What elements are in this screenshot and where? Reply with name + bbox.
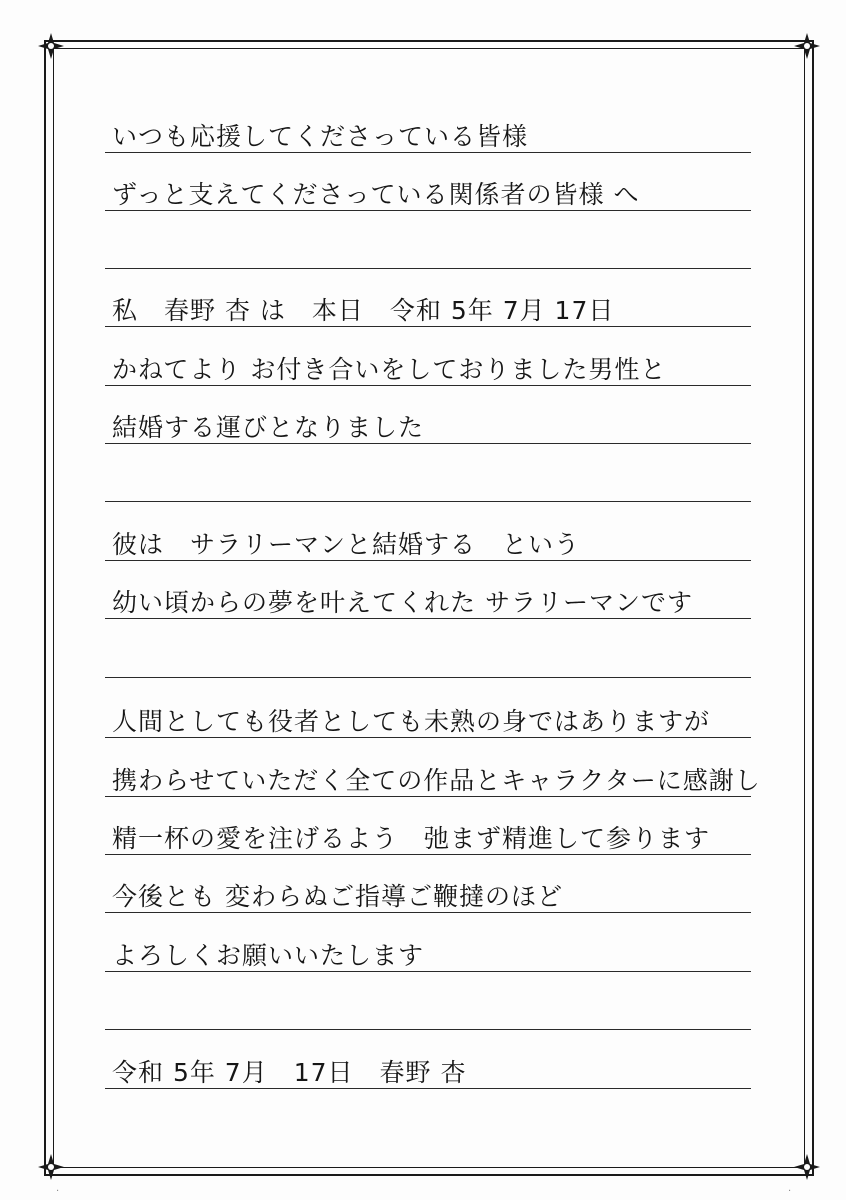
letter-line-11: 人間としても役者としても未熟の身ではありますが <box>112 707 711 736</box>
ruled-line <box>105 677 751 678</box>
ruled-line <box>105 268 751 269</box>
ruled-line <box>105 1088 751 1089</box>
ruled-line <box>105 326 751 327</box>
letter-line-1: いつも応援してくださっている皆様 <box>112 122 529 151</box>
ruled-line <box>105 560 751 561</box>
letter-line-12: 携わらせていただく全ての作品とキャラクターに感謝し <box>112 766 761 795</box>
letter-line-15: よろしくお願いいたします <box>112 941 425 970</box>
ruled-line <box>105 501 751 502</box>
ruled-line <box>105 443 751 444</box>
ruled-line <box>105 1029 751 1030</box>
ruled-line <box>105 618 751 619</box>
ruled-line <box>105 971 751 972</box>
ruled-line <box>105 796 751 797</box>
letter-line-5: かねてより お付き合いをしておりました男性と <box>112 355 667 384</box>
edge-tick-mark: · <box>56 1186 60 1197</box>
corner-ornament-top-right <box>792 31 822 61</box>
letter-line-2: ずっと支えてくださっている関係者の皆様 へ <box>112 180 640 209</box>
edge-tick-mark: · <box>788 1186 792 1197</box>
ruled-line <box>105 385 751 386</box>
letter-signature-line: 令和 5年 7月 17日 春野 杏 <box>112 1058 467 1087</box>
letter-line-6: 結婚する運びとなりました <box>112 413 425 442</box>
ruled-line <box>105 210 751 211</box>
letter-line-8: 彼は サラリーマンと結婚する という <box>112 530 581 559</box>
corner-ornament-top-left <box>36 31 66 61</box>
ruled-line <box>105 152 751 153</box>
ruled-line <box>105 737 751 738</box>
corner-ornament-bottom-left <box>36 1152 66 1182</box>
letter-line-4: 私 春野 杏 は 本日 令和 5年 7月 17日 <box>112 296 615 325</box>
corner-ornament-bottom-right <box>792 1152 822 1182</box>
letter-line-14: 今後とも 変わらぬご指導ご鞭撻のほど <box>112 882 563 911</box>
ruled-line <box>105 912 751 913</box>
letter-line-9: 幼い頃からの夢を叶えてくれた サラリーマンです <box>112 588 693 617</box>
ruled-line <box>105 854 751 855</box>
letter-line-13: 精一杯の愛を注げるよう 弛まず精進して参ります <box>112 824 711 853</box>
